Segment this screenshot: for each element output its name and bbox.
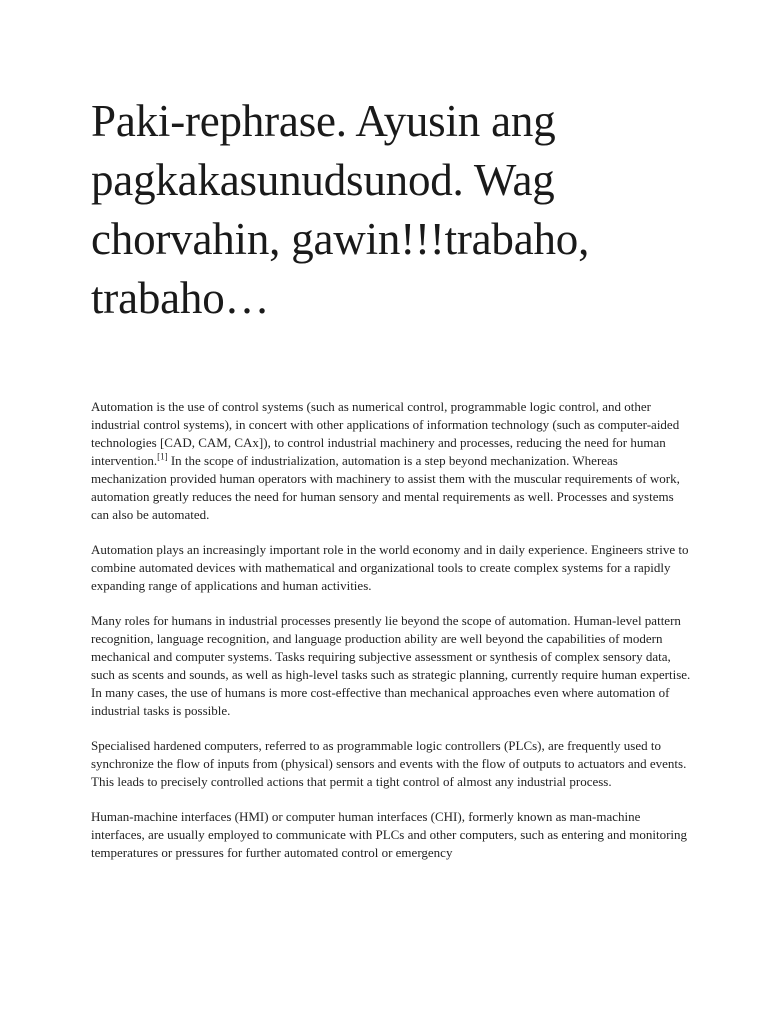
paragraph-plcs: Specialised hardened computers, referred to as programmable logic controllers (PLCs), are frequently used to synchronize the flow of inputs from (physical) sensors and events with the flow of outputs to actuators and events. This leads to precisely controlled actions that permit a tight control of almost any industrial process. [91, 738, 687, 789]
document-body [91, 398, 691, 879]
citation-reference: [1] [157, 451, 168, 462]
document-title: Paki-rephrase. Ayusin ang pagkakasunudsunod. Wag chorvahin, gawin!!!trabaho, trabaho… [91, 96, 590, 323]
paragraph-automation-definition [91, 398, 691, 524]
paragraph-text: In the scope of industrialization, automation is a step beyond mechanization. Whereas mechanization provided human operators with machinery to assist them with the muscular requirements of work, automation greatly reduces the need for human sensory and mental requirements as well. Processes and systems can also be automated. [91, 453, 680, 522]
paragraph-human-roles: Many roles for humans in industrial processes presently lie beyond the scope of automation. Human-level pattern recognition, language recognition, and language production ability are well beyond the capabilities of modern mechanical and computer systems. Tasks requiring subjective assessment or synthesis of complex sensory data, such as scents and sounds, as well as high-level tasks such as strategic planning, currently require human expertise. In many cases, the use of humans is more cost-effective than mechanical approaches even where automation of industrial tasks is possible. [91, 613, 691, 718]
paragraph-hmi: Human-machine interfaces (HMI) or computer human interfaces (CHI), formerly known as man-machine interfaces, are usually employed to communicate with PLCs and other computers, such as entering and monitoring temperatures or pressures for further automated control or emergency [91, 809, 688, 860]
paragraph-text: Automation is the use of control systems (such as numerical control, programmable logic control, and other industrial control systems), in concert with other applications of information technology (such as computer-aided technologies [CAD, CAM, CAx]), to control industrial machinery and processes, reducing the need for human intervention. [91, 399, 680, 468]
paragraph-world-economy: Automation plays an increasingly important role in the world economy and in daily experience. Engineers strive to combine automated devices with mathematical and organizational tools to create complex systems for a rapidly expanding range of applications and human activities. [91, 542, 689, 593]
